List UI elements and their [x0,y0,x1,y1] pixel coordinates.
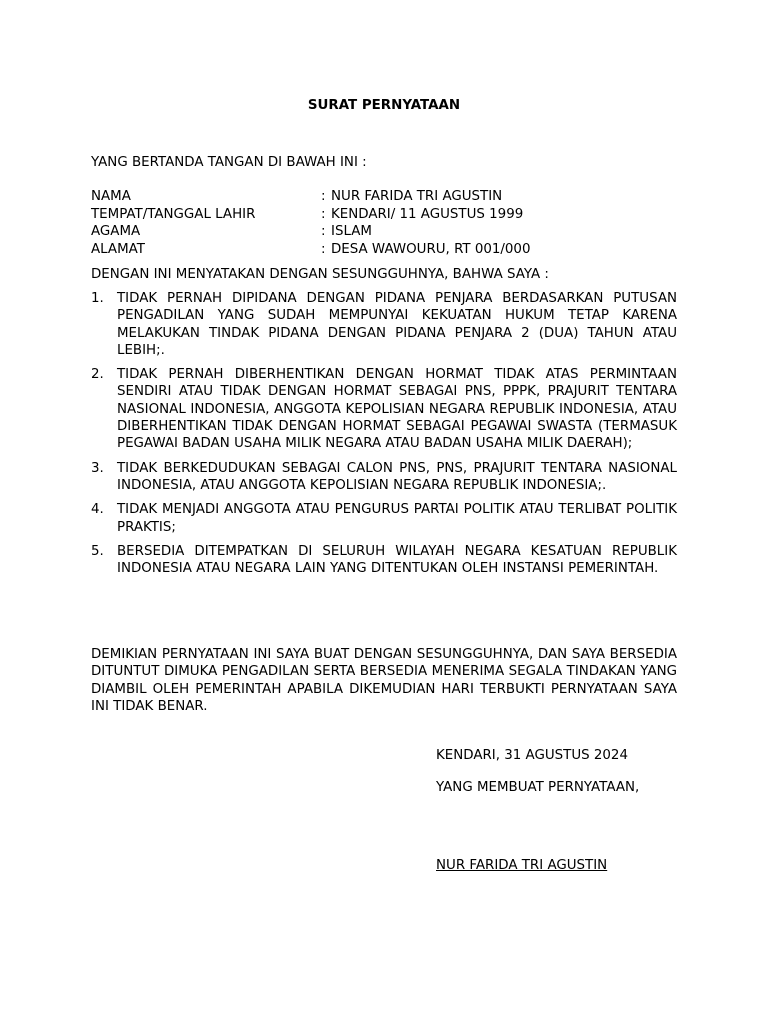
identity-label: TEMPAT/TANGGAL LAHIR [91,206,256,222]
identity-label: NAMA [91,189,131,204]
identity-table [91,188,530,258]
list-item-text: TIDAK PERNAH DIBERHENTIKAN DENGAN HORMAT TIDAK ATAS PERMINTAAN SENDIRI ATAU TIDAK DENGAN HORMAT SEBAGAI PNS, PPPK, PRAJURIT TENTARA NASIONAL INDONESIA, ANGGOTA KEPOLISIAN NEGARA REPUBLIK INDONESIA, ATAU DIBERHENTIKAN TIDAK DENGAN HORMAT SEBAGAI PEGAWAI SWASTA (TERMASUK PEGAWAI BADAN USAHA MILIK NEGARA ATAU BADAN USAHA MILIK DAERAH); [117,367,677,452]
list-item-number: 2. [91,367,104,383]
maker-label: YANG MEMBUAT PERNYATAAN, [436,780,640,795]
place-date: KENDARI, 31 AGUSTUS 2024 [436,748,628,763]
list-item-text: BERSEDIA DITEMPATKAN DI SELURUH WILAYAH NEGARA KESATUAN REPUBLIK INDONESIA ATAU NEGARA LAIN YANG DITENTUKAN OLEH INSTANSI PEMERINTAH. [117,543,677,577]
identity-value: KENDARI/ 11 AGUSTUS 1999 [331,206,524,222]
identity-label: AGAMA [91,224,141,239]
identity-separator: : [321,224,326,239]
identity-value: DESA WAWOURU, RT 001/000 [331,241,531,257]
list-item-text: TIDAK PERNAH DIPIDANA DENGAN PIDANA PENJARA BERDASARKAN PUTUSAN PENGADILAN YANG SUDAH MEMPUNYAI KEKUATAN HUKUM TETAP KARENA MELAKUKAN TINDAK PIDANA DENGAN PIDANA PENJARA 2 (DUA) TAHUN ATAU LEBIH;. [117,291,677,358]
identity-separator: : [321,206,326,222]
list-item-text: TIDAK MENJADI ANGGOTA ATAU PENGURUS PARTAI POLITIK ATAU TERLIBAT POLITIK PRAKTIS; [117,502,677,535]
list-item [91,290,677,359]
identity-value: ISLAM [331,224,372,239]
identity-label: ALAMAT [91,241,145,257]
identity-value: NUR FARIDA TRI AGUSTIN [331,189,503,204]
list-item-text: TIDAK BERKEDUDUKAN SEBAGAI CALON PNS, PNS, PRAJURIT TENTARA NASIONAL INDONESIA, ATAU ANGGOTA KEPOLISIAN NEGARA REPUBLIK INDONESIA;. [117,460,677,493]
intro-text: YANG BERTANDA TANGAN DI BAWAH INI : [91,155,367,170]
list-item-number: 3. [91,460,104,476]
identity-row-alamat [91,241,530,259]
list-item-number: 4. [91,502,104,518]
identity-row-nama [91,188,530,206]
list-item [91,460,677,495]
identity-separator: : [321,241,326,257]
signatory-name: NUR FARIDA TRI AGUSTIN [436,858,608,873]
list-item [91,543,677,578]
identity-row-tempat-tanggal-lahir [91,206,530,224]
identity-separator: : [321,189,326,204]
list-item [91,501,677,536]
statement-list [91,290,677,584]
list-item [91,366,677,452]
closing-paragraph: DEMIKIAN PERNYATAAN INI SAYA BUAT DENGAN SESUNGGUHNYA, DAN SAYA BERSEDIA DITUNTUT DIMUKA PENGADILAN SERTA BERSEDIA MENERIMA SEGALA TINDAKAN YANG DIAMBIL OLEH PEMERINTAH APABILA DIKEMUDIAN HARI TERBUKTI PERNYATAAN SAYA INI TIDAK BENAR. [91,647,677,714]
identity-row-agama [91,223,530,241]
list-item-number: 5. [91,543,104,559]
list-item-number: 1. [91,291,104,306]
statement-intro: DENGAN INI MENYATAKAN DENGAN SESUNGGUHNYA, BAHWA SAYA : [91,267,549,282]
document-title: SURAT PERNYATAAN [307,98,461,113]
